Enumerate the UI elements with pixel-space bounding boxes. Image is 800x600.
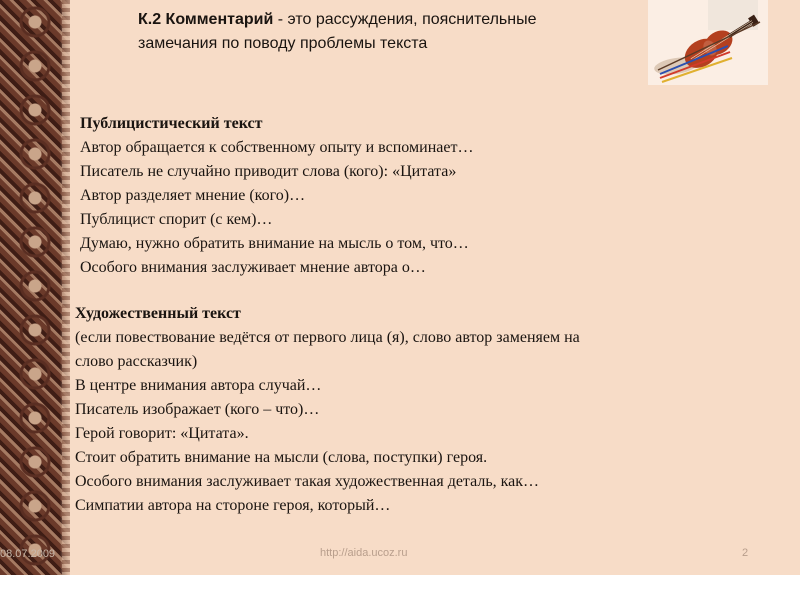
title-line2: замечания по поводу проблемы текста [138, 35, 428, 52]
list-item: Писатель не случайно приводит слова (кого): «Цитата» [80, 163, 457, 180]
list-item: (если повествование ведётся от первого лица (я), слово автор заменяем на [75, 329, 580, 346]
footer-date: 08.07.2009 [0, 548, 56, 560]
list-item: Писатель изображает (кого – что)… [75, 401, 320, 418]
list-item: Симпатии автора на стороне героя, который… [75, 497, 391, 514]
publicist-heading: Публицистический текст [80, 115, 263, 132]
list-item: Особого внимания заслуживает такая художественная деталь, как… [75, 473, 540, 490]
violin-image [648, 0, 768, 85]
fiction-section [75, 302, 580, 518]
footer-url: http://aida.ucoz.ru [320, 547, 408, 559]
list-item: слово рассказчик) [75, 353, 198, 370]
title-term: К.2 Комментарий [138, 11, 274, 28]
fiction-heading: Художественный текст [75, 305, 241, 322]
list-item: Особого внимания заслуживает мнение автора о… [80, 259, 426, 276]
publicist-section [80, 112, 473, 280]
list-item: Автор разделяет мнение (кого)… [80, 187, 306, 204]
list-item: Автор обращается к собственному опыту и вспоминает… [80, 139, 474, 156]
list-item: Публицист спорит (с кем)… [80, 211, 273, 228]
list-item: Стоит обратить внимание на мысли (слова, поступки) героя. [75, 449, 488, 466]
list-item: В центре внимания автора случай… [75, 377, 322, 394]
list-item: Герой говорит: «Цитата». [75, 425, 249, 442]
list-item: Думаю, нужно обратить внимание на мысль о том, что… [80, 235, 469, 252]
border-edge [62, 0, 70, 575]
ornamental-border [0, 0, 70, 575]
page-number: 2 [742, 547, 749, 559]
page-title [138, 8, 638, 56]
title-definition: - это рассуждения, пояснительные [273, 11, 537, 28]
